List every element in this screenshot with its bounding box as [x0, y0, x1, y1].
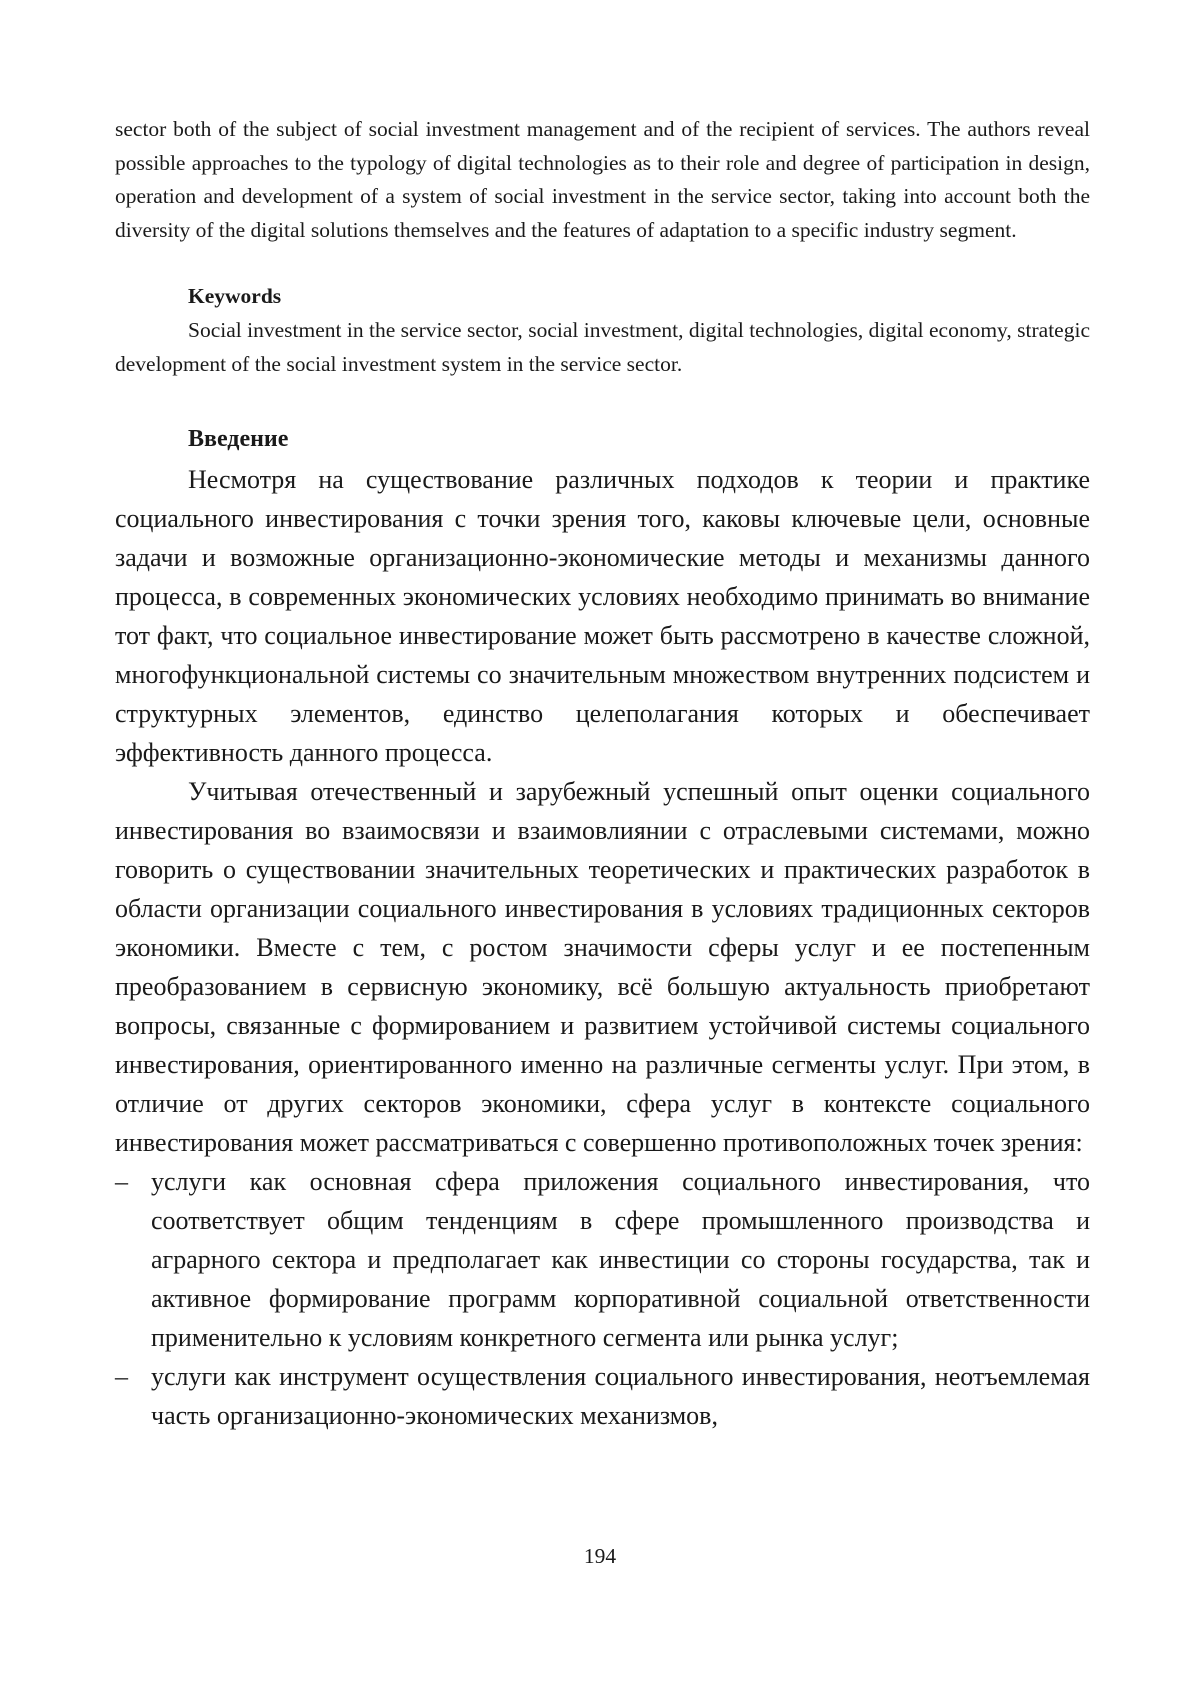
list-marker: – [115, 1167, 128, 1196]
list-item [115, 1162, 1090, 1357]
section-body [115, 460, 1090, 1435]
body-paragraph: Несмотря на существование различных подходов к теории и практике социального инвестирования с точки зрения того, каковы ключевые цели, основные задачи и возможные организационно-экономические методы и механизмы данного процесса, в современных экономических условиях необходимо принимать во внимание тот факт, что социальное инвестирование может быть рассмотрено в качестве сложной, многофункциональной системы со значительным множеством внутренних подсистем и структурных элементов, единство целеполагания которых и обеспечивает эффективность данного процесса. [115, 465, 1090, 767]
body-paragraph: Учитывая отечественный и зарубежный успешный опыт оценки социального инвестирования во взаимосвязи и взаимовлиянии с отраслевыми системами, можно говорить о существовании значительных теоретических и практических разработок в области организации социального инвестирования в условиях традиционных секторов экономики. Вместе с тем, с ростом значимости сферы услуг и ее постепенным преобразованием в сервисную экономику, всё большую актуальность приобретают вопросы, связанные с формированием и развитием устойчивой системы социального инвестирования, ориентированного именно на различные сегменты услуг. При этом, в отличие от других секторов экономики, сфера услуг в контексте социального инвестирования может рассматриваться с совершенно противоположных точек зрения: [115, 777, 1090, 1157]
bullet-list [115, 1162, 1090, 1435]
keywords-text: Social investment in the service sector, social investment, digital technologies, digital economy, strategic development of the social investment system in the service sector. [115, 318, 1090, 376]
abstract-text: sector both of the subject of social investment management and of the recipient of services. The authors reveal possible approaches to the typology of digital technologies as to their role and degree of participation in design, operation and development of a system of social investment in the service sector, taking into account both the diversity of the digital solutions themselves and the features of adaptation to a specific industry segment. [115, 117, 1090, 242]
list-item-text: услуги как инструмент осуществления социального инвестирования, неотъемлемая часть организационно-экономических механизмов, [151, 1362, 1090, 1430]
section-heading: Введение [188, 426, 289, 452]
list-item [115, 1357, 1090, 1435]
list-item-text: услуги как основная сфера приложения социального инвестирования, что соответствует общим тенденциям в сфере промышленного производства и аграрного сектора и предполагает как инвестиции со стороны государства, так и активное формирование программ корпоративной социальной ответственности применительно к условиям конкретного сегмента или рынка услуг; [151, 1167, 1090, 1352]
list-marker: – [115, 1362, 128, 1391]
page-number: 194 [583, 1544, 617, 1568]
keywords-heading: Keywords [188, 284, 282, 308]
